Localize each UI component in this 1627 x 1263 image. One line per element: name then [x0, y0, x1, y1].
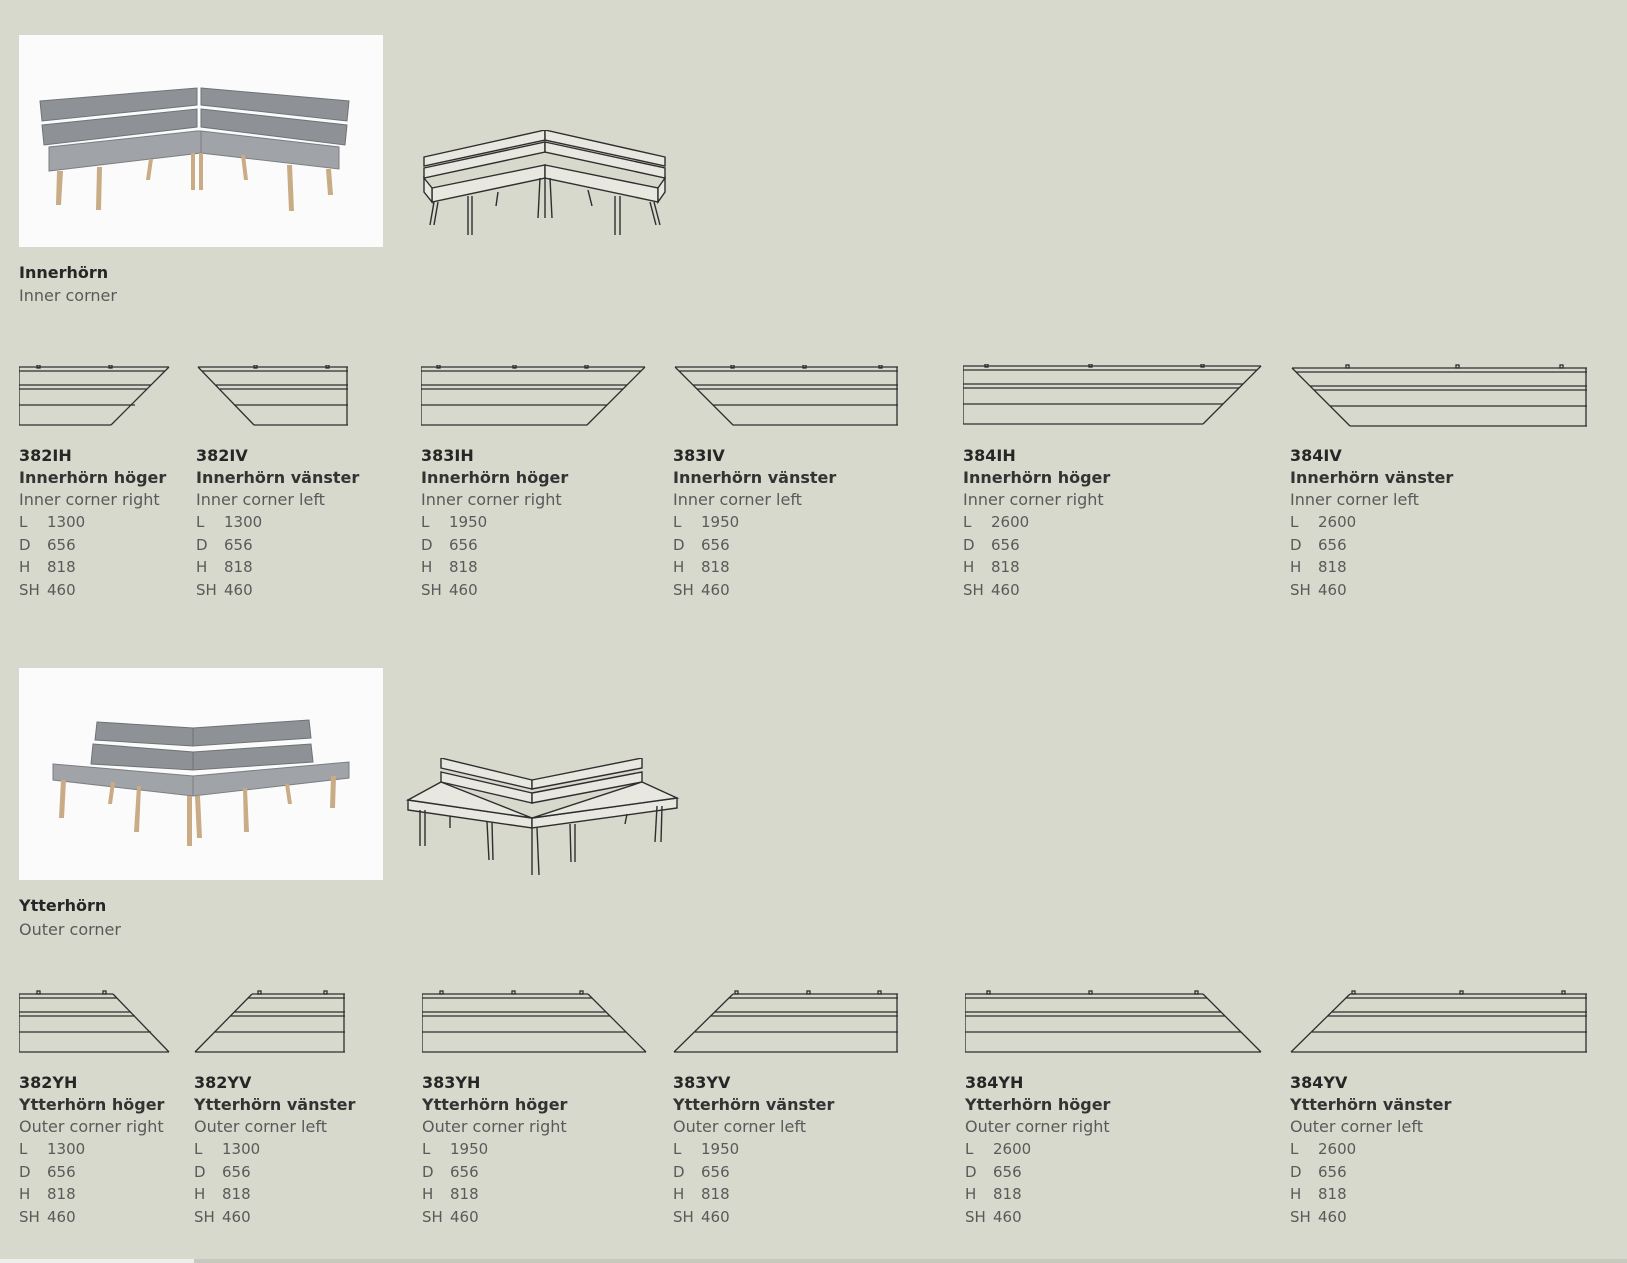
- product-name-sv: Ytterhörn höger: [965, 1095, 1111, 1114]
- dim-height: 818: [449, 558, 478, 576]
- product-code: 382YH: [19, 1073, 78, 1092]
- dim-seat-height: 460: [449, 580, 478, 599]
- dim-length: 1950: [450, 1140, 489, 1158]
- dim-length: 1950: [449, 513, 488, 531]
- dim-label-sh: SH: [1290, 1207, 1311, 1226]
- dim-label-d: D: [1290, 535, 1302, 554]
- section-subtitle: Outer corner: [19, 920, 121, 939]
- dim-label-d: D: [673, 1162, 685, 1181]
- dim-depth: 656: [450, 1162, 479, 1181]
- dim-label-h: H: [19, 558, 31, 576]
- product-name-en: Inner corner left: [196, 490, 325, 509]
- outer-corner-photo: [19, 668, 383, 880]
- dim-label-l: L: [422, 1140, 431, 1158]
- dim-label-h: H: [965, 1185, 977, 1203]
- product-name-en: Inner corner right: [963, 490, 1104, 509]
- dim-label-h: H: [673, 558, 685, 576]
- product-name-sv: Ytterhörn vänster: [194, 1095, 356, 1114]
- dim-label-l: L: [673, 513, 682, 531]
- product-dimensions: [1290, 511, 1588, 601]
- dim-label-l: L: [673, 1140, 682, 1158]
- section-title: Ytterhörn: [19, 896, 107, 915]
- product-dimensions: [19, 1138, 171, 1228]
- dim-depth: 656: [224, 535, 253, 554]
- dim-height: 818: [991, 558, 1020, 576]
- dim-height: 818: [701, 1185, 730, 1203]
- dim-height: 818: [224, 558, 253, 576]
- product-dimensions: [19, 511, 171, 601]
- dim-height: 818: [1318, 558, 1347, 576]
- dim-label-h: H: [673, 1185, 685, 1203]
- dim-depth: 656: [449, 535, 478, 554]
- dim-label-d: D: [19, 1162, 31, 1181]
- product-code: 383YV: [673, 1073, 731, 1092]
- dim-seat-height: 460: [47, 1207, 76, 1226]
- page-bottom-border: [0, 1259, 1627, 1263]
- dim-depth: 656: [701, 535, 730, 554]
- dim-label-h: H: [1290, 1185, 1302, 1203]
- product-code: 383IV: [673, 446, 725, 465]
- dim-height: 818: [47, 1185, 76, 1203]
- dim-label-l: L: [19, 513, 28, 531]
- dim-label-sh: SH: [673, 580, 694, 599]
- product-dimensions: [965, 1138, 1263, 1228]
- dim-seat-height: 460: [222, 1207, 251, 1226]
- dim-height: 818: [1318, 1185, 1347, 1203]
- product-code: 383IH: [421, 446, 474, 465]
- dim-label-l: L: [421, 513, 430, 531]
- product-384IV: [1290, 364, 1588, 601]
- product-name-en: Outer corner right: [19, 1117, 164, 1136]
- product-name-en: Inner corner right: [19, 490, 160, 509]
- dim-seat-height: 460: [224, 580, 253, 599]
- product-name-sv: Ytterhörn höger: [19, 1095, 165, 1114]
- product-code: 382YV: [194, 1073, 252, 1092]
- dim-label-d: D: [19, 535, 31, 554]
- product-dimensions: [194, 1138, 355, 1228]
- dim-label-d: D: [421, 535, 433, 554]
- dim-depth: 656: [1318, 535, 1347, 554]
- product-name-en: Outer corner left: [1290, 1117, 1423, 1136]
- dim-label-sh: SH: [673, 1207, 694, 1226]
- dim-label-sh: SH: [194, 1207, 215, 1226]
- dim-depth: 656: [47, 1162, 76, 1181]
- dim-seat-height: 460: [991, 580, 1020, 599]
- inner-corner-photo: [19, 35, 383, 247]
- dim-label-h: H: [422, 1185, 434, 1203]
- dim-height: 818: [701, 558, 730, 576]
- dim-length: 2600: [993, 1140, 1032, 1158]
- dim-depth: 656: [991, 535, 1020, 554]
- dim-depth: 656: [222, 1162, 251, 1181]
- dim-seat-height: 460: [1318, 580, 1347, 599]
- product-name-en: Inner corner left: [673, 490, 802, 509]
- page-bottom-border-segment: [0, 1259, 194, 1263]
- product-dimensions: [1290, 1138, 1588, 1228]
- section-subtitle: Inner corner: [19, 286, 117, 305]
- dim-label-sh: SH: [1290, 580, 1311, 599]
- product-code: 382IV: [196, 446, 248, 465]
- product-dimensions: [196, 511, 359, 601]
- dim-label-l: L: [1290, 1140, 1299, 1158]
- product-code: 384YH: [965, 1073, 1024, 1092]
- dim-label-d: D: [965, 1162, 977, 1181]
- dim-label-sh: SH: [421, 580, 442, 599]
- dim-seat-height: 460: [701, 580, 730, 599]
- product-dimensions: [673, 1138, 899, 1228]
- product-383IV: [673, 365, 899, 601]
- outer-corner-line-drawing: [405, 758, 680, 878]
- product-name-en: Inner corner left: [1290, 490, 1419, 509]
- dim-length: 1950: [701, 513, 740, 531]
- dim-label-h: H: [194, 1185, 206, 1203]
- dim-label-sh: SH: [196, 580, 217, 599]
- dim-seat-height: 460: [47, 580, 76, 599]
- dim-length: 2600: [1318, 1140, 1357, 1158]
- dim-label-d: D: [1290, 1162, 1302, 1181]
- product-code: 383YH: [422, 1073, 481, 1092]
- dim-label-d: D: [196, 535, 208, 554]
- dim-label-l: L: [19, 1140, 28, 1158]
- dim-seat-height: 460: [450, 1207, 479, 1226]
- dim-label-h: H: [421, 558, 433, 576]
- product-384IH: [963, 364, 1263, 601]
- dim-label-d: D: [673, 535, 685, 554]
- dim-seat-height: 460: [993, 1207, 1022, 1226]
- product-dimensions: [421, 511, 647, 601]
- product-name-sv: Innerhörn höger: [19, 468, 167, 487]
- dim-length: 1300: [47, 1140, 86, 1158]
- dim-length: 1300: [47, 513, 86, 531]
- product-384YV: [1290, 990, 1588, 1228]
- product-name-sv: Innerhörn vänster: [673, 468, 837, 487]
- dim-label-sh: SH: [965, 1207, 986, 1226]
- product-384YH: [965, 990, 1263, 1228]
- product-name-en: Outer corner right: [965, 1117, 1110, 1136]
- inner-corner-line-drawing: [420, 130, 670, 250]
- dim-label-sh: SH: [963, 580, 984, 599]
- product-code: 382IH: [19, 446, 72, 465]
- dim-seat-height: 460: [1318, 1207, 1347, 1226]
- product-382IH: [19, 365, 171, 601]
- dim-label-h: H: [196, 558, 208, 576]
- dim-label-l: L: [963, 513, 972, 531]
- product-name-sv: Ytterhörn höger: [422, 1095, 568, 1114]
- product-382YH: [19, 990, 171, 1228]
- dim-height: 818: [450, 1185, 479, 1203]
- product-383IH: [421, 365, 647, 601]
- dim-length: 1950: [701, 1140, 740, 1158]
- section-title: Innerhörn: [19, 263, 109, 282]
- product-name-sv: Ytterhörn vänster: [673, 1095, 835, 1114]
- dim-label-sh: SH: [19, 1207, 40, 1226]
- product-code: 384YV: [1290, 1073, 1348, 1092]
- product-dimensions: [673, 511, 899, 601]
- dim-label-l: L: [965, 1140, 974, 1158]
- product-382YV: [194, 990, 355, 1228]
- dim-length: 2600: [991, 513, 1030, 531]
- product-dimensions: [963, 511, 1263, 601]
- dim-label-h: H: [19, 1185, 31, 1203]
- product-name-sv: Innerhörn höger: [963, 468, 1111, 487]
- dim-label-d: D: [963, 535, 975, 554]
- dim-seat-height: 460: [701, 1207, 730, 1226]
- dim-height: 818: [222, 1185, 251, 1203]
- product-code: 384IV: [1290, 446, 1342, 465]
- dim-label-l: L: [196, 513, 205, 531]
- dim-label-h: H: [1290, 558, 1302, 576]
- product-name-sv: Ytterhörn vänster: [1290, 1095, 1452, 1114]
- dim-label-h: H: [963, 558, 975, 576]
- product-code: 384IH: [963, 446, 1016, 465]
- product-name-sv: Innerhörn höger: [421, 468, 569, 487]
- product-name-en: Outer corner left: [194, 1117, 327, 1136]
- dim-height: 818: [993, 1185, 1022, 1203]
- dim-depth: 656: [701, 1162, 730, 1181]
- dim-depth: 656: [993, 1162, 1022, 1181]
- dim-depth: 656: [47, 535, 76, 554]
- product-name-sv: Innerhörn vänster: [196, 468, 360, 487]
- dim-label-d: D: [194, 1162, 206, 1181]
- dim-length: 2600: [1318, 513, 1357, 531]
- dim-label-l: L: [1290, 513, 1299, 531]
- product-name-en: Inner corner right: [421, 490, 562, 509]
- dim-label-sh: SH: [422, 1207, 443, 1226]
- dim-label-d: D: [422, 1162, 434, 1181]
- dim-depth: 656: [1318, 1162, 1347, 1181]
- product-383YH: [422, 990, 648, 1228]
- product-name-sv: Innerhörn vänster: [1290, 468, 1454, 487]
- product-name-en: Outer corner left: [673, 1117, 806, 1136]
- dim-label-sh: SH: [19, 580, 40, 599]
- product-dimensions: [422, 1138, 648, 1228]
- product-382IV: [196, 365, 359, 601]
- dim-label-l: L: [194, 1140, 203, 1158]
- dim-height: 818: [47, 558, 76, 576]
- dim-length: 1300: [224, 513, 263, 531]
- product-383YV: [673, 990, 899, 1228]
- dim-length: 1300: [222, 1140, 261, 1158]
- product-name-en: Outer corner right: [422, 1117, 567, 1136]
